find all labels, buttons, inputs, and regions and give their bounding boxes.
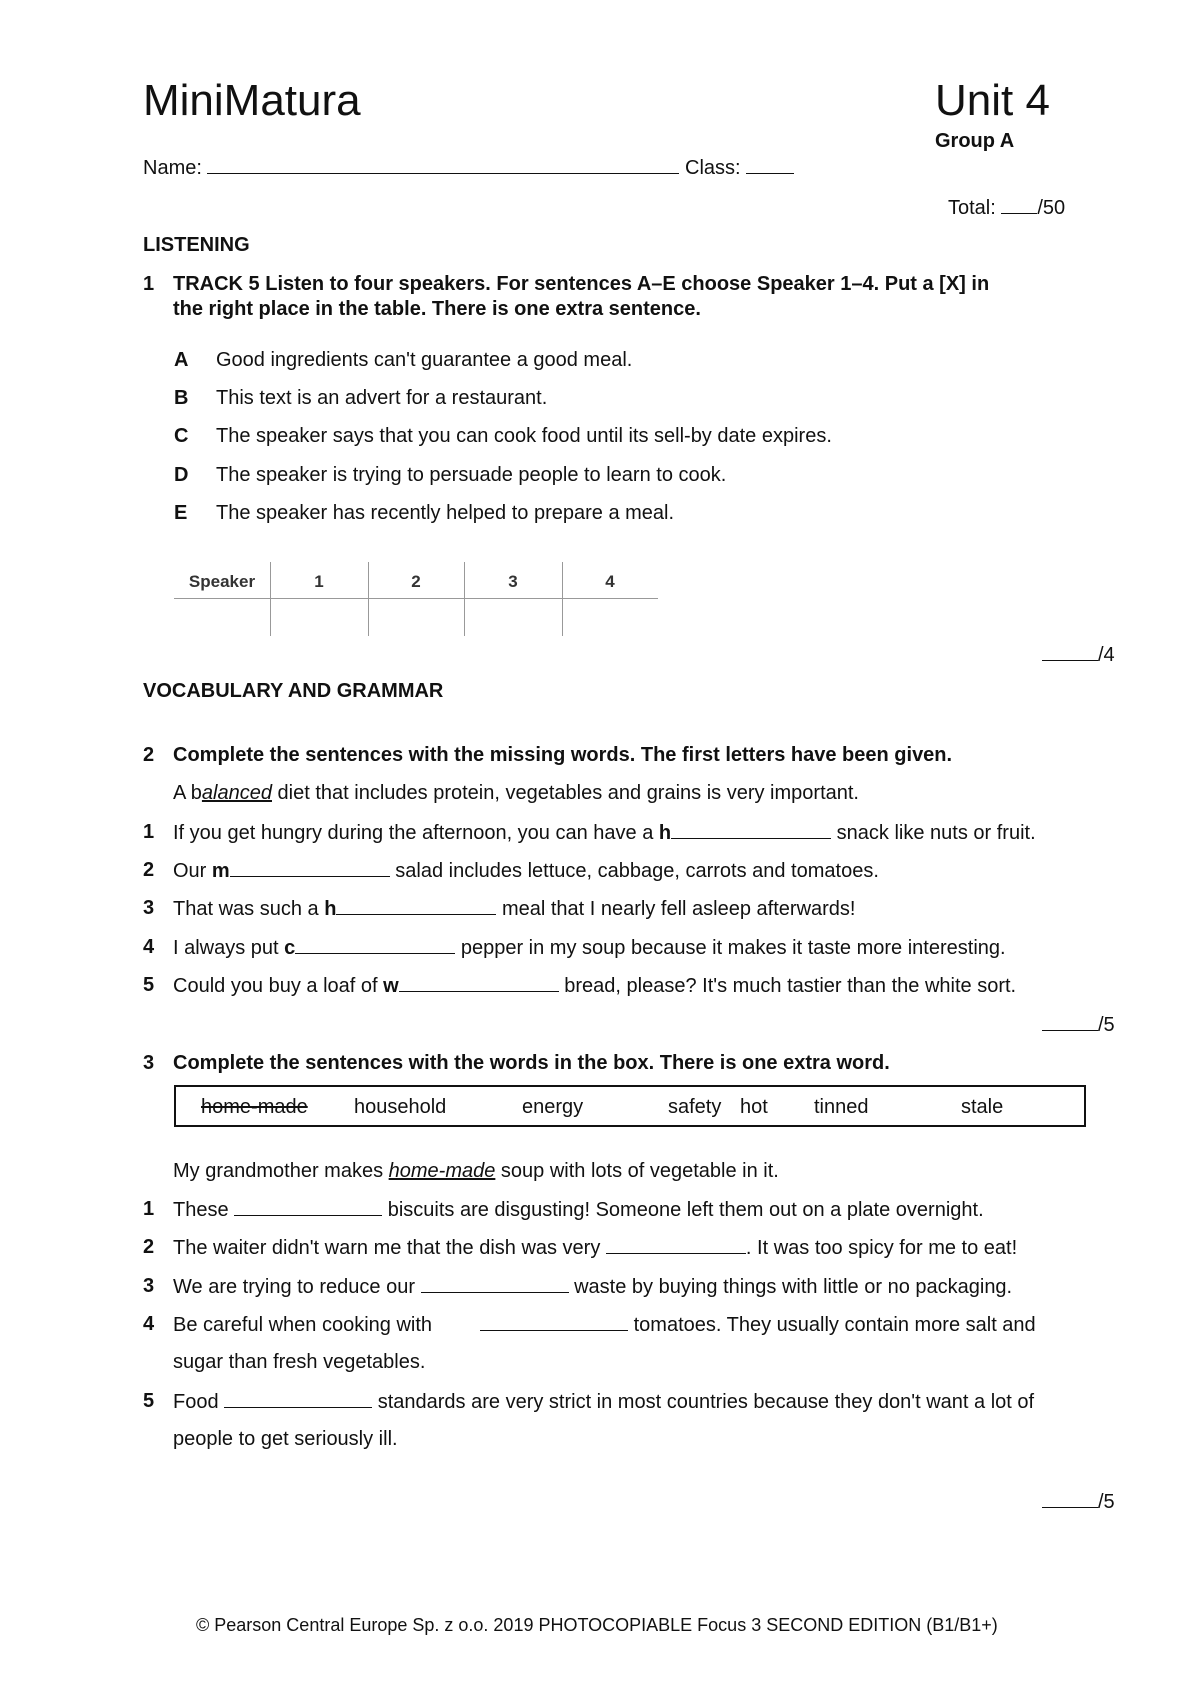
- item-after: . It was too spicy for me to eat!: [745, 1237, 1018, 1259]
- name-row: [143, 156, 794, 180]
- total-label: Total:: [948, 197, 996, 219]
- name-field[interactable]: [207, 156, 679, 174]
- item-after: salad includes lettuce, cabbage, carrots and tomatoes.: [389, 860, 879, 882]
- item-number: 1: [143, 1198, 155, 1220]
- answer-cell-2[interactable]: [369, 600, 463, 636]
- word-box: [174, 1085, 1086, 1127]
- item-before: I always put: [173, 937, 285, 959]
- box-word: tinned: [814, 1096, 869, 1118]
- score-max: /5: [1098, 1014, 1115, 1036]
- box-word: household: [354, 1096, 447, 1118]
- page-title: MiniMatura: [143, 76, 361, 125]
- task2-item: [173, 897, 855, 921]
- task2-score: [1042, 1013, 1115, 1037]
- item-letter: w: [383, 975, 399, 997]
- item-before: The waiter didn't warn me that the dish was very: [173, 1237, 606, 1259]
- sentence-letter: C: [174, 425, 189, 447]
- item-number: 2: [143, 859, 155, 881]
- task1-instruction-line1: TRACK 5 Listen to four speakers. For sentences A–E choose Speaker 1–4. Put a [X] in: [173, 273, 990, 295]
- task3-item: [173, 1275, 1012, 1299]
- item-letter: c: [284, 937, 296, 959]
- item-number: 3: [143, 897, 155, 919]
- item-number: 5: [143, 974, 155, 996]
- answer-blank[interactable]: [230, 859, 390, 877]
- item-number: 2: [143, 1236, 155, 1258]
- answer-cell-1[interactable]: [271, 600, 367, 636]
- vocab-heading: VOCABULARY AND GRAMMAR: [143, 680, 444, 702]
- score-max: /4: [1098, 644, 1115, 666]
- answer-blank[interactable]: [336, 897, 496, 915]
- item-after: biscuits are disgusting! Someone left them out on a plate overnight.: [382, 1199, 984, 1221]
- answer-blank[interactable]: [480, 1313, 628, 1331]
- item-before: We are trying to reduce our: [173, 1276, 421, 1298]
- item-before: That was such a: [173, 898, 325, 920]
- box-word: safety: [668, 1096, 722, 1118]
- task3-instruction: Complete the sentences with the words in the box. There is one extra word.: [173, 1052, 890, 1074]
- sentence-letter: D: [174, 464, 189, 486]
- group-label: Group A: [935, 130, 1015, 152]
- task3-example: [173, 1160, 779, 1183]
- sentence-text: The speaker says that you can cook food until its sell-by date expires.: [216, 425, 832, 447]
- item-letter: m: [211, 860, 230, 882]
- box-word: home-made: [201, 1096, 308, 1118]
- item-before: If you get hungry during the afternoon, you can have a: [173, 822, 659, 844]
- item-before: Food: [173, 1391, 225, 1413]
- item-letter: h: [324, 898, 337, 920]
- answer-blank[interactable]: [606, 1236, 746, 1254]
- item-before: Could you buy a loaf of: [173, 975, 384, 997]
- item-before: Be careful when cooking with: [173, 1314, 433, 1336]
- unit-label: Unit 4: [935, 76, 1050, 125]
- task3-number: 3: [143, 1052, 155, 1074]
- example-answer: home-made: [388, 1160, 496, 1182]
- answer-blank[interactable]: [295, 936, 455, 954]
- task2-item: [173, 859, 879, 883]
- task2-item: [173, 974, 1016, 998]
- task2-item: [173, 821, 1036, 845]
- sentence-letter: E: [174, 502, 188, 524]
- item-after: standards are very strict in most countries because they don't want a lot of: [372, 1391, 1035, 1413]
- item-after: pepper in my soup because it makes it taste more interesting.: [455, 937, 1006, 959]
- task3-item-continuation: sugar than fresh vegetables.: [173, 1351, 426, 1373]
- listening-score: [1042, 643, 1115, 667]
- box-word: hot: [740, 1096, 768, 1118]
- example-before: A b: [173, 782, 202, 804]
- name-label: Name:: [143, 157, 202, 179]
- table-divider: [174, 598, 658, 599]
- sentence-letter: A: [174, 349, 189, 371]
- table-col-3: 3: [508, 572, 518, 591]
- total-row: [948, 196, 1065, 220]
- score-max: /5: [1098, 1491, 1115, 1513]
- sentence-text: This text is an advert for a restaurant.: [216, 387, 548, 409]
- task3-item: [173, 1313, 1036, 1337]
- example-after: soup with lots of vegetable in it.: [495, 1160, 779, 1182]
- sentence-text: The speaker has recently helped to prepare a meal.: [216, 502, 675, 524]
- table-header-speaker: Speaker: [188, 572, 256, 591]
- class-field[interactable]: [746, 156, 794, 174]
- task3-item: [173, 1236, 1017, 1260]
- listening-heading: LISTENING: [143, 234, 250, 256]
- answer-cell-4[interactable]: [563, 600, 657, 636]
- task3-item: [173, 1198, 984, 1222]
- item-after: bread, please? It's much tastier than the white sort.: [558, 975, 1017, 997]
- item-number: 5: [143, 1390, 155, 1412]
- task3-item: [173, 1390, 1034, 1414]
- footer-copyright: © Pearson Central Europe Sp. z o.o. 2019 PHOTOCOPIABLE Focus 3 SECOND EDITION (B1/B1+): [196, 1615, 998, 1635]
- total-max: /50: [1037, 197, 1066, 219]
- score-field[interactable]: [1042, 1013, 1098, 1031]
- box-word: energy: [522, 1096, 584, 1118]
- task1-number: 1: [143, 273, 155, 295]
- item-after: tomatoes. They usually contain more salt and: [628, 1314, 1036, 1336]
- table-col-1: 1: [314, 572, 324, 591]
- example-before: My grandmother makes: [173, 1160, 389, 1182]
- table-col-4: 4: [605, 572, 615, 591]
- sentence-letter: B: [174, 387, 189, 409]
- task2-item: [173, 936, 1006, 960]
- answer-blank[interactable]: [234, 1198, 382, 1216]
- item-number: 4: [143, 1313, 155, 1335]
- box-word: stale: [961, 1096, 1004, 1118]
- task3-score: [1042, 1490, 1115, 1514]
- item-after: meal that I nearly fell asleep afterwards!: [496, 898, 856, 920]
- task2-example: [173, 782, 859, 805]
- answer-blank[interactable]: [421, 1275, 569, 1293]
- example-answer: alanced: [201, 782, 272, 804]
- sentence-text: Good ingredients can't guarantee a good meal.: [216, 349, 633, 371]
- answer-blank[interactable]: [224, 1390, 372, 1408]
- task1-instruction-line2: the right place in the table. There is one extra sentence.: [173, 298, 701, 320]
- answer-blank[interactable]: [671, 821, 831, 839]
- item-letter: h: [658, 822, 672, 844]
- table-col-2: 2: [411, 572, 421, 591]
- task3-item-continuation: people to get seriously ill.: [173, 1428, 398, 1450]
- item-after: snack like nuts or fruit.: [831, 822, 1036, 844]
- total-field[interactable]: [1001, 196, 1037, 214]
- item-before: Our: [173, 860, 212, 882]
- answer-cell-3[interactable]: [465, 600, 561, 636]
- task2-instruction: Complete the sentences with the missing words. The first letters have been given.: [173, 744, 953, 766]
- item-before: These: [173, 1199, 235, 1221]
- answer-blank[interactable]: [399, 974, 559, 992]
- sentence-text: The speaker is trying to persuade people to learn to cook.: [216, 464, 727, 486]
- item-number: 1: [143, 821, 155, 843]
- item-after: waste by buying things with little or no packaging.: [568, 1276, 1013, 1298]
- score-field[interactable]: [1042, 643, 1098, 661]
- score-field[interactable]: [1042, 1490, 1098, 1508]
- item-number: 3: [143, 1275, 155, 1297]
- example-after: diet that includes protein, vegetables and grains is very important.: [277, 782, 859, 804]
- item-number: 4: [143, 936, 155, 958]
- class-label: Class:: [685, 157, 741, 179]
- task2-number: 2: [143, 744, 155, 766]
